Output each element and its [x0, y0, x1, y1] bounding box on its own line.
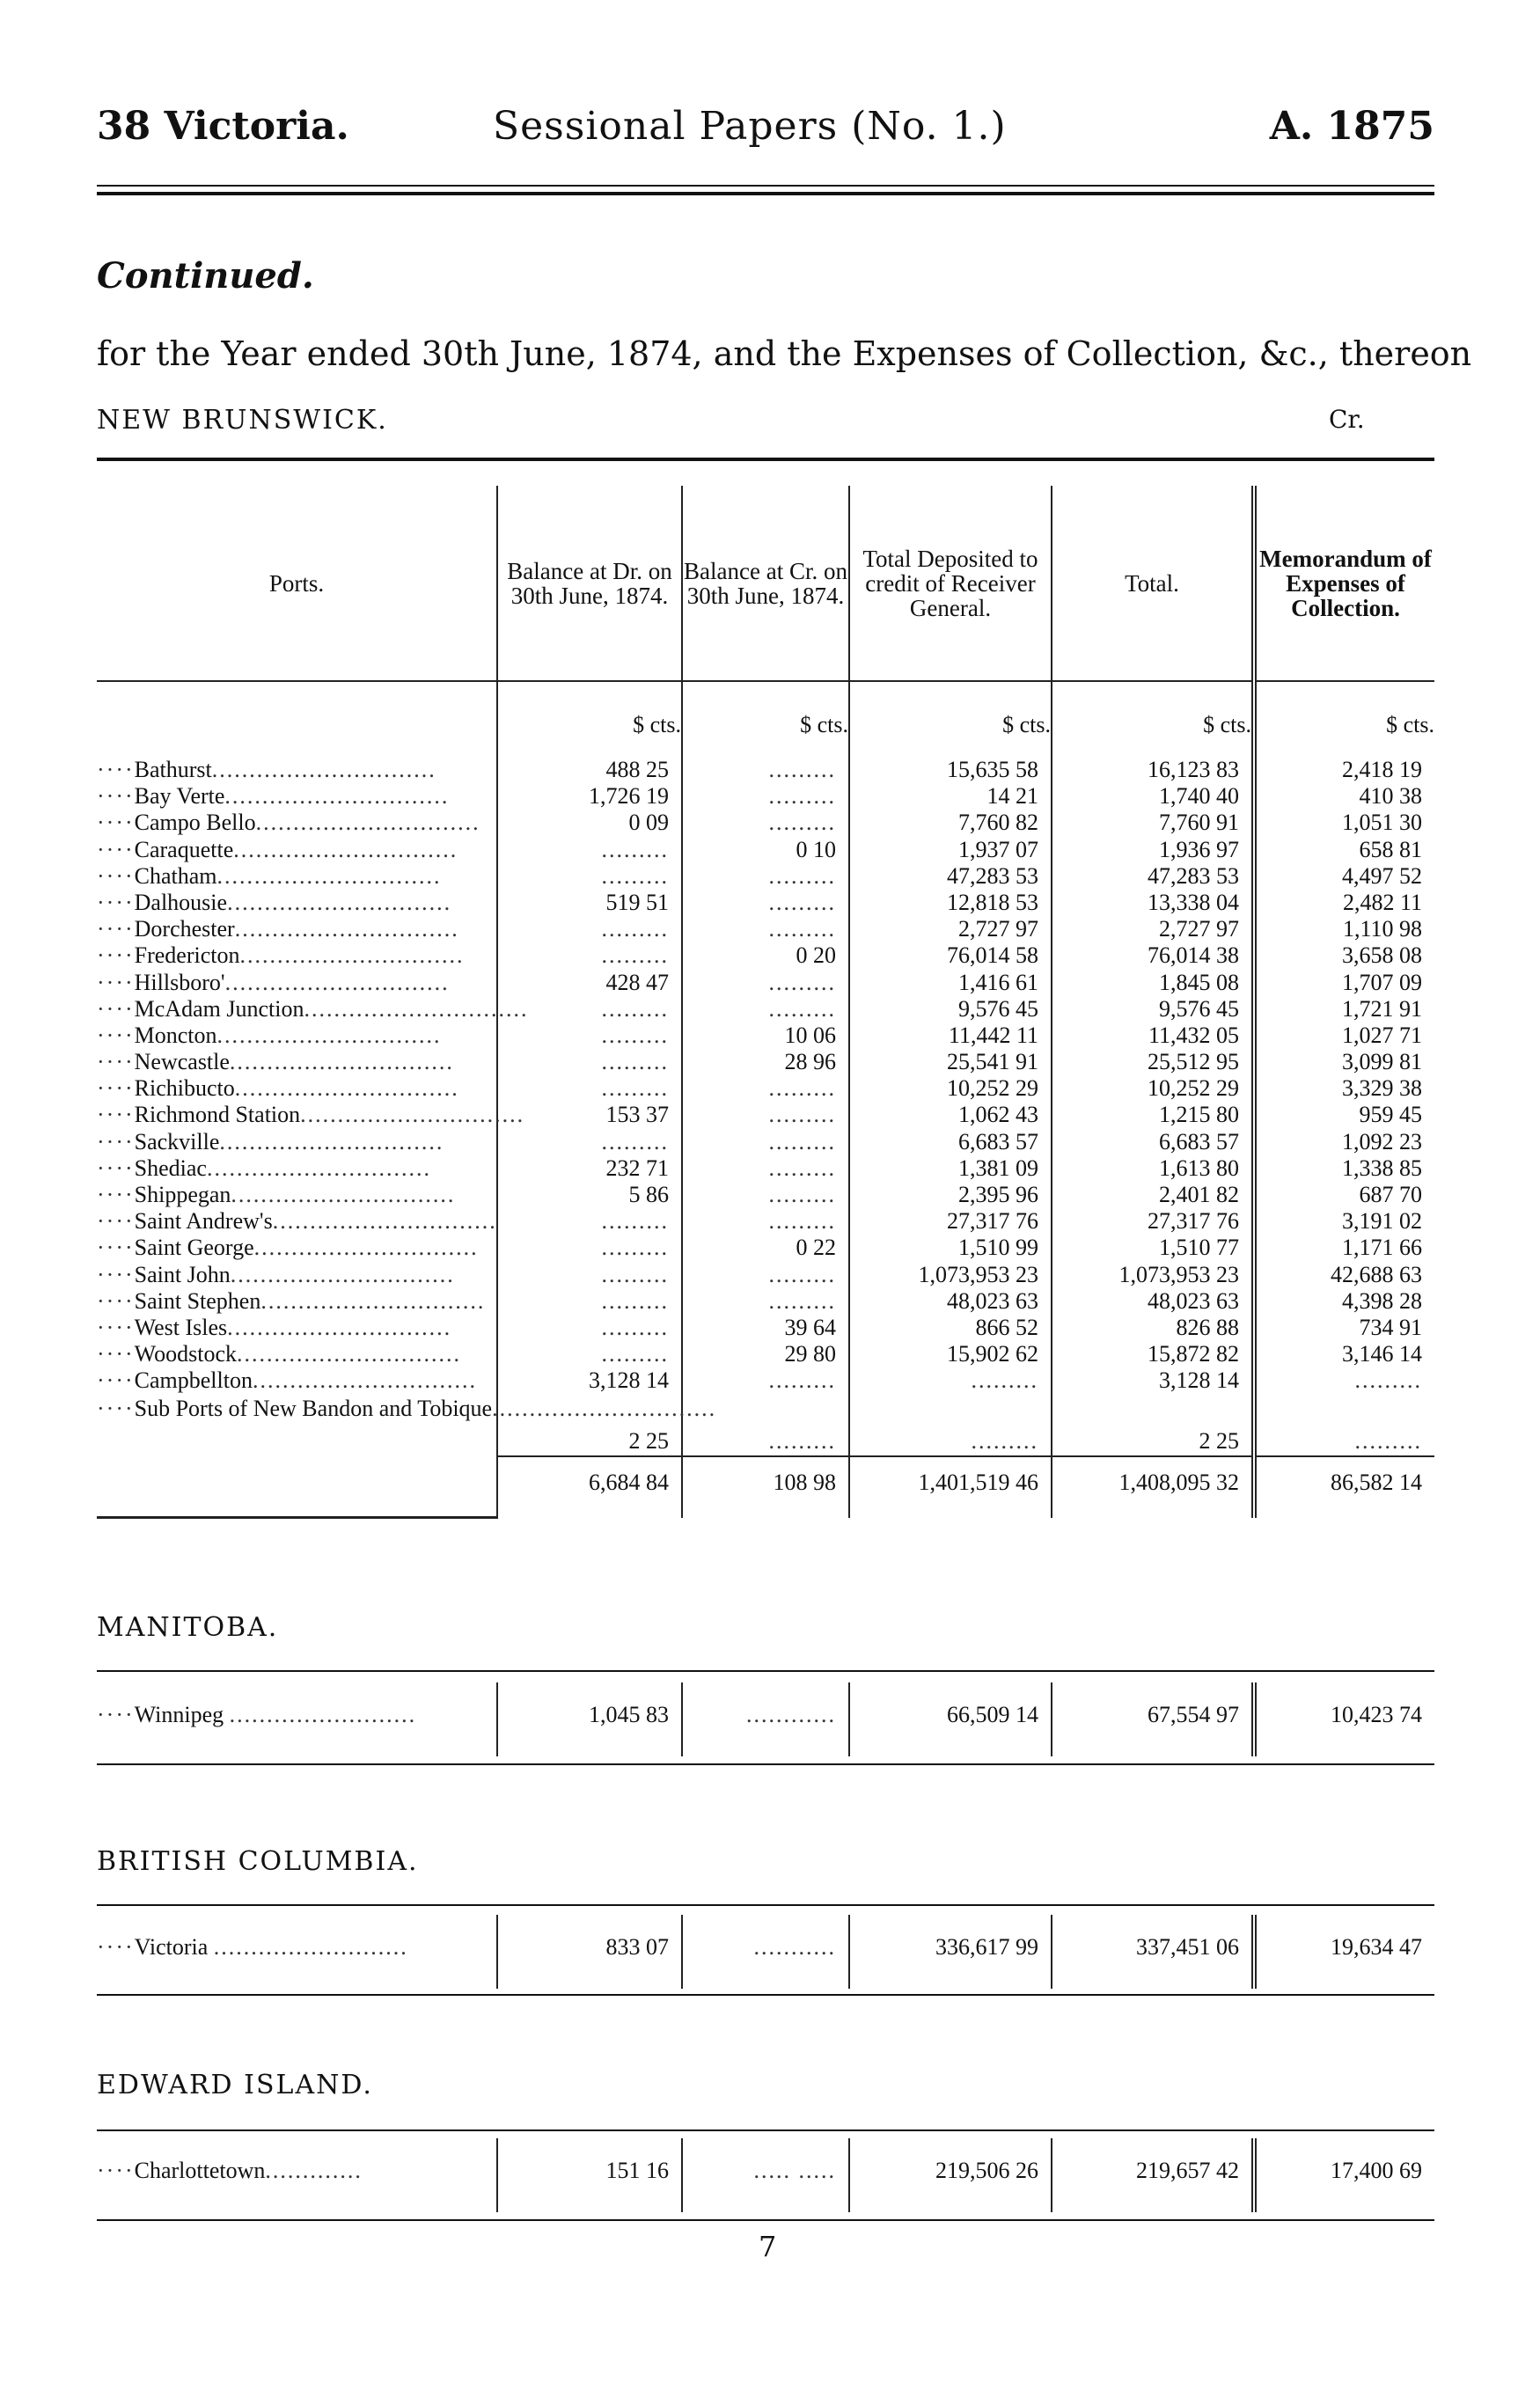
cell-dep: 1,937 07: [849, 837, 1052, 863]
cell-cr: .........: [682, 1075, 849, 1102]
cell-total: 15,872 82: [1052, 1341, 1254, 1367]
cell-memo: .........: [1254, 1395, 1434, 1456]
port-name: ····West Isles..............................: [97, 1314, 452, 1340]
port-name: ····Hillsboro'..............................: [97, 969, 450, 995]
units-label: $ cts.: [849, 681, 1052, 757]
total-total: 1,408,095 32: [1052, 1456, 1254, 1518]
table-row: [97, 1155, 1434, 1182]
cell-dr: .........: [497, 996, 682, 1023]
table-row: [97, 916, 1434, 942]
cell-cr: .........: [682, 1182, 849, 1208]
region-title: NEW BRUNSWICK.: [97, 405, 388, 436]
cell-cr: 10 06: [682, 1023, 849, 1049]
col-memo-header: Memorandum of Expenses of Collection.: [1254, 486, 1434, 681]
cell-dep: 1,510 99: [849, 1235, 1052, 1261]
cell-total: 1,845 08: [1052, 970, 1254, 996]
cell-cr: .........: [682, 1262, 849, 1288]
cell-total: 13,338 04: [1052, 890, 1254, 916]
cell-dep: 25,541 91: [849, 1049, 1052, 1075]
table-row: [97, 1235, 1434, 1261]
cell-dep: 27,317 76: [849, 1208, 1052, 1235]
cell-dr: .........: [497, 1208, 682, 1235]
pei-table: [97, 2138, 1434, 2212]
table-row: [97, 1102, 1434, 1128]
cell-total: 2,727 97: [1052, 916, 1254, 942]
port-name: ····McAdam Junction..............................: [97, 995, 529, 1022]
cell-dep: 15,635 58: [849, 757, 1052, 783]
bc-total: 337,451 06: [1052, 1915, 1254, 1989]
cell-memo: 2,482 11: [1254, 890, 1434, 916]
cell-dr: .........: [497, 1129, 682, 1155]
manitoba-port: ····Winnipeg .........................: [97, 1702, 417, 1727]
cell-dr: .........: [497, 837, 682, 863]
cell-dr: 1,726 19: [497, 783, 682, 810]
col-balance-cr-header: Balance at Cr. on 30th June, 1874.: [682, 486, 849, 681]
table-row: [97, 1367, 1434, 1394]
cell-cr: 28 96: [682, 1049, 849, 1075]
continued-label: Continued.: [97, 255, 314, 297]
table-row: [97, 1315, 1434, 1341]
col-ports-header: Ports.: [97, 486, 497, 681]
cell-total: 47,283 53: [1052, 863, 1254, 890]
page-number: 7: [759, 2230, 777, 2263]
cell-total: 27,317 76: [1052, 1208, 1254, 1235]
cell-memo: 3,099 81: [1254, 1049, 1434, 1075]
cell-cr: .........: [682, 1208, 849, 1235]
cell-memo: 1,721 91: [1254, 996, 1434, 1023]
cell-dr: .........: [497, 1023, 682, 1049]
cell-total: 25,512 95: [1052, 1049, 1254, 1075]
port-name: ····Richmond Station..............................: [97, 1102, 525, 1128]
pei-dr: 151 16: [497, 2138, 682, 2212]
port-name: ····Saint George..............................: [97, 1235, 479, 1261]
cell-dep: .........: [849, 1395, 1052, 1456]
bc-rule-top: [97, 1904, 1434, 1906]
cell-memo: 687 70: [1254, 1182, 1434, 1208]
cell-dr: 3,128 14: [497, 1367, 682, 1394]
manitoba-cr: ............: [682, 1682, 849, 1756]
cell-memo: 1,027 71: [1254, 1023, 1434, 1049]
cell-cr: .........: [682, 1155, 849, 1182]
cell-total: 16,123 83: [1052, 757, 1254, 783]
port-name: ····Campo Bello..............................: [97, 810, 480, 836]
header-center: Sessional Papers (No. 1.): [493, 104, 1007, 149]
pei-rule-bottom: [97, 2219, 1434, 2221]
pei-memo: 17,400 69: [1254, 2138, 1434, 2212]
total-dr: 6,684 84: [497, 1456, 682, 1518]
table-row: [97, 1262, 1434, 1288]
cell-memo: 959 45: [1254, 1102, 1434, 1128]
cell-dr: .........: [497, 1288, 682, 1315]
port-name: ····Dalhousie..............................: [97, 889, 452, 915]
table-row: [97, 1182, 1434, 1208]
cr-label: Cr.: [1329, 405, 1365, 434]
manitoba-deposited: 66,509 14: [849, 1682, 1052, 1756]
cell-memo: 3,191 02: [1254, 1208, 1434, 1235]
cell-total: 3,128 14: [1052, 1367, 1254, 1394]
table-row: [97, 1129, 1434, 1155]
col-total-header: Total.: [1052, 486, 1254, 681]
port-name: ····Saint John..............................: [97, 1261, 455, 1287]
port-name: ····Campbellton..............................: [97, 1367, 477, 1394]
total-deposited: 1,401,519 46: [849, 1456, 1052, 1518]
cell-dr: .........: [497, 942, 682, 969]
cell-dep: 1,381 09: [849, 1155, 1052, 1182]
cell-dep: 14 21: [849, 783, 1052, 810]
cell-dep: 76,014 58: [849, 942, 1052, 969]
total-cr: 108 98: [682, 1456, 849, 1518]
cell-dr: .........: [497, 1235, 682, 1261]
cell-dr: 232 71: [497, 1155, 682, 1182]
table-row: [97, 1395, 1434, 1456]
bc-dr: 833 07: [497, 1915, 682, 1989]
cell-total: 1,073,953 23: [1052, 1262, 1254, 1288]
cell-memo: 410 38: [1254, 783, 1434, 810]
cell-memo: 1,092 23: [1254, 1129, 1434, 1155]
cell-total: 826 88: [1052, 1315, 1254, 1341]
cell-dep: 1,416 61: [849, 970, 1052, 996]
cell-dr: 2 25: [497, 1395, 682, 1456]
cell-cr: 0 10: [682, 837, 849, 863]
cell-memo: .........: [1254, 1367, 1434, 1394]
table-row: [97, 942, 1434, 969]
cell-total: 1,215 80: [1052, 1102, 1254, 1128]
cell-dep: 2,395 96: [849, 1182, 1052, 1208]
cell-dep: 12,818 53: [849, 890, 1052, 916]
cell-total: 1,510 77: [1052, 1235, 1254, 1261]
cell-dep: 1,073,953 23: [849, 1262, 1052, 1288]
manitoba-dr: 1,045 83: [497, 1682, 682, 1756]
cell-total: 2 25: [1052, 1395, 1254, 1456]
units-label: $ cts.: [497, 681, 682, 757]
units-label: $ cts.: [682, 681, 849, 757]
cell-dep: 6,683 57: [849, 1129, 1052, 1155]
cell-cr: .........: [682, 1102, 849, 1128]
cell-total: 10,252 29: [1052, 1075, 1254, 1102]
cell-dr: 519 51: [497, 890, 682, 916]
region-rule: [97, 458, 1434, 461]
pei-total: 219,657 42: [1052, 2138, 1254, 2212]
cell-cr: .........: [682, 996, 849, 1023]
cell-total: 1,936 97: [1052, 837, 1254, 863]
manitoba-total: 67,554 97: [1052, 1682, 1254, 1756]
cell-dep: .........: [849, 1367, 1052, 1394]
table-row: [97, 996, 1434, 1023]
manitoba-title: MANITOBA.: [97, 1612, 279, 1643]
port-name: ····Bathurst..............................: [97, 757, 436, 782]
port-name: ····Saint Stephen..............................: [97, 1287, 486, 1314]
cell-dr: 488 25: [497, 757, 682, 783]
cell-memo: 1,338 85: [1254, 1155, 1434, 1182]
cell-total: 1,613 80: [1052, 1155, 1254, 1182]
pei-title: EDWARD ISLAND.: [97, 2070, 373, 2100]
table-row: [97, 1208, 1434, 1235]
port-name: ····Shippegan..............................: [97, 1182, 456, 1207]
cell-dr: .........: [497, 916, 682, 942]
cell-total: 76,014 38: [1052, 942, 1254, 969]
pei-rule-top: [97, 2129, 1434, 2131]
page-subtitle: for the Year ended 30th June, 1874, and the Expenses of Collection, &c., thereon: [97, 334, 1472, 373]
cell-total: 6,683 57: [1052, 1129, 1254, 1155]
port-name: ····Caraquette..............................: [97, 836, 458, 862]
cell-total: 2,401 82: [1052, 1182, 1254, 1208]
cell-dep: 10,252 29: [849, 1075, 1052, 1102]
cell-cr: .........: [682, 810, 849, 836]
table-row: [97, 863, 1434, 890]
table-row: [97, 1023, 1434, 1049]
cell-dr: .........: [497, 1262, 682, 1288]
table-row: [97, 837, 1434, 863]
table-row: [97, 1341, 1434, 1367]
port-name: ····Fredericton..............................: [97, 942, 465, 969]
cell-cr: .........: [682, 1395, 849, 1456]
manitoba-rule-bottom: [97, 1763, 1434, 1765]
cell-cr: .........: [682, 863, 849, 890]
cell-cr: .........: [682, 1129, 849, 1155]
cell-memo: 4,398 28: [1254, 1288, 1434, 1315]
port-name: ····Sackville..............................: [97, 1128, 444, 1155]
cell-cr: 0 22: [682, 1235, 849, 1261]
cell-dep: 48,023 63: [849, 1288, 1052, 1315]
port-name: ····Bay Verte..............................: [97, 783, 450, 810]
cell-memo: 1,707 09: [1254, 970, 1434, 996]
cell-dr: .........: [497, 1315, 682, 1341]
cell-cr: .........: [682, 1288, 849, 1315]
cell-total: 7,760 91: [1052, 810, 1254, 836]
table-row: [97, 1288, 1434, 1315]
cell-total: 48,023 63: [1052, 1288, 1254, 1315]
header-left: 38 Victoria.: [97, 104, 349, 149]
total-memo: 86,582 14: [1254, 1456, 1434, 1518]
cell-memo: 3,658 08: [1254, 942, 1434, 969]
cell-dr: 0 09: [497, 810, 682, 836]
col-deposited-header: Total Deposited to credit of Receiver General.: [849, 486, 1052, 681]
header-right: A. 1875: [1269, 104, 1434, 149]
bc-deposited: 336,617 99: [849, 1915, 1052, 1989]
cell-dep: 9,576 45: [849, 996, 1052, 1023]
table-row: [97, 783, 1434, 810]
units-label: $ cts.: [1254, 681, 1434, 757]
port-name: ····Dorchester..............................: [97, 916, 459, 942]
bc-port: ····Victoria ..........................: [97, 1934, 408, 1960]
cell-cr: .........: [682, 1367, 849, 1394]
table-row: [97, 757, 1434, 783]
cell-memo: 1,110 98: [1254, 916, 1434, 942]
cell-dep: 15,902 62: [849, 1341, 1052, 1367]
manitoba-table: [97, 1682, 1434, 1756]
cell-memo: 658 81: [1254, 837, 1434, 863]
cell-dr: 428 47: [497, 970, 682, 996]
cell-memo: 2,418 19: [1254, 757, 1434, 783]
cell-memo: 42,688 63: [1254, 1262, 1434, 1288]
port-name: ····Moncton..............................: [97, 1022, 442, 1048]
bc-rule-bottom: [97, 1994, 1434, 1996]
pei-port: ····Charlottetown.............: [97, 2158, 363, 2183]
cell-dr: .........: [497, 1049, 682, 1075]
cell-dr: .........: [497, 1341, 682, 1367]
bc-title: BRITISH COLUMBIA.: [97, 1846, 419, 1877]
port-name: ····Newcastle..............................: [97, 1049, 454, 1075]
port-name: ····Shediac..............................: [97, 1155, 431, 1181]
manitoba-rule-top: [97, 1670, 1434, 1672]
cell-memo: 1,051 30: [1254, 810, 1434, 836]
units-label: $ cts.: [1052, 681, 1254, 757]
cell-dr: 153 37: [497, 1102, 682, 1128]
pei-cr: ..... .....: [682, 2138, 849, 2212]
cell-dep: 11,442 11: [849, 1023, 1052, 1049]
header-rule-top: [97, 185, 1434, 187]
cell-cr: 0 20: [682, 942, 849, 969]
cell-memo: 4,497 52: [1254, 863, 1434, 890]
cell-total: 1,740 40: [1052, 783, 1254, 810]
cell-cr: .........: [682, 757, 849, 783]
bc-cr: ...........: [682, 1915, 849, 1989]
cell-memo: 734 91: [1254, 1315, 1434, 1341]
cell-memo: 3,146 14: [1254, 1341, 1434, 1367]
cell-dr: 5 86: [497, 1182, 682, 1208]
cell-memo: 1,171 66: [1254, 1235, 1434, 1261]
cell-cr: 29 80: [682, 1341, 849, 1367]
port-name: ····Richibucto..............................: [97, 1075, 459, 1102]
port-name: ····Sub Ports of New Bandon and Tobique..............................: [97, 1395, 717, 1421]
cell-cr: .........: [682, 783, 849, 810]
bc-table: [97, 1915, 1434, 1989]
col-balance-dr-header: Balance at Dr. on 30th June, 1874.: [497, 486, 682, 681]
cell-memo: 3,329 38: [1254, 1075, 1434, 1102]
table-row: [97, 810, 1434, 836]
bc-memo: 19,634 47: [1254, 1915, 1434, 1989]
cell-dep: 47,283 53: [849, 863, 1052, 890]
cell-total: 9,576 45: [1052, 996, 1254, 1023]
cell-cr: 39 64: [682, 1315, 849, 1341]
port-name: ····Saint Andrew's..............................: [97, 1208, 497, 1235]
cell-total: 11,432 05: [1052, 1023, 1254, 1049]
cell-dep: 2,727 97: [849, 916, 1052, 942]
cell-cr: .........: [682, 916, 849, 942]
cell-dep: 7,760 82: [849, 810, 1052, 836]
new-brunswick-rows: [97, 757, 1434, 1456]
cell-dr: .........: [497, 863, 682, 890]
table-row: [97, 1075, 1434, 1102]
manitoba-memo: 10,423 74: [1254, 1682, 1434, 1756]
cell-cr: .........: [682, 890, 849, 916]
cell-dep: 1,062 43: [849, 1102, 1052, 1128]
table-row: [97, 1049, 1434, 1075]
cell-dr: .........: [497, 1075, 682, 1102]
port-name: ····Woodstock..............................: [97, 1341, 461, 1367]
port-name: ····Chatham..............................: [97, 862, 442, 889]
cell-cr: .........: [682, 970, 849, 996]
new-brunswick-table: [97, 486, 1434, 1519]
pei-deposited: 219,506 26: [849, 2138, 1052, 2212]
table-row: [97, 970, 1434, 996]
table-row: [97, 890, 1434, 916]
header-rule-bottom: [97, 192, 1434, 195]
cell-dep: 866 52: [849, 1315, 1052, 1341]
